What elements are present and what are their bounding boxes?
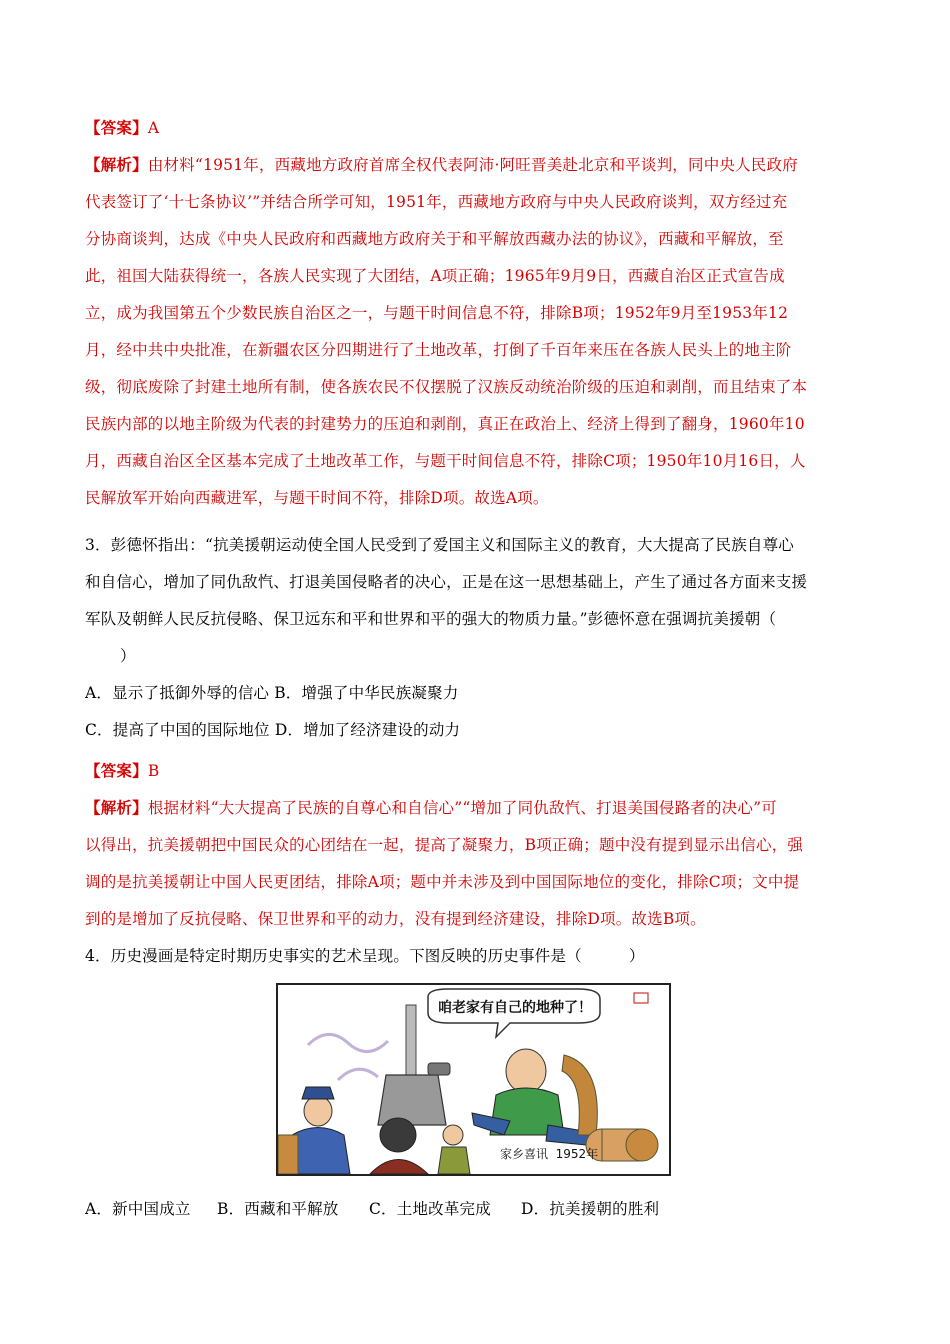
analysis-1-line: 级，彻底废除了封建土地所有制，使各族农民不仅摆脱了汉族反动统治阶级的压迫和剥削，而且结束了本 <box>85 378 808 396</box>
cartoon-speech-text: 咱老家有自己的地种了！ <box>438 1000 592 1016</box>
analysis-1-line: 月，经中共中央批准，在新疆农区分四期进行了土地改革，打倒了千百年来压在各族人民头上的地主阶 <box>85 341 792 359</box>
question-4-stem: 4．历史漫画是特定时期历史事实的艺术呈现。下图反映的历史事件是（ ） <box>85 947 645 965</box>
analysis-1-line: 民族内部的以地主阶级为代表的封建势力的压迫和剥削，真正在政治上、经济上得到了翻身，1960年10 <box>85 415 805 433</box>
analysis-3-line: 以得出，抗美援朝把中国民众的心团结在一起，提高了凝聚力，B项正确；题中没有提到显示出信心，强 <box>85 836 804 854</box>
question-3-options: C．提高了中国的国际地位 D．增加了经济建设的动力 <box>85 721 461 739</box>
option-a: A．新中国成立 <box>85 1200 191 1218</box>
answer-value: B <box>147 762 160 780</box>
analysis-label: 【解析】 <box>85 798 148 817</box>
analysis-1-line: 立，成为我国第五个少数民族自治区之一，与题干时间信息不符，排除B项；1952年9月至1953年12 <box>85 304 789 322</box>
analysis-3-line: 【解析】根据材料“大大提高了民族的自尊心和自信心”“增加了同仇敌忾、打退美国侵路者的决心”可 <box>85 798 777 817</box>
analysis-label: 【解析】 <box>85 155 148 174</box>
question-3-line: ） <box>120 647 136 665</box>
option-b: B．西藏和平解放 <box>217 1200 339 1218</box>
option-c: C．土地改革完成 <box>369 1200 491 1218</box>
analysis-1-line: 代表签订了‘十七条协议’”并结合所学可知，1951年，西藏地方政府与中央人民政府谈判，双方经过充 <box>85 193 788 211</box>
answer-label: 【答案】 <box>85 761 148 780</box>
analysis-1-line: 此，祖国大陆获得统一，各族人民实现了大团结，A项正确；1965年9月9日，西藏自治区正式宣告成 <box>85 267 785 285</box>
question-3-line: 和自信心，增加了同仇敌忾、打退美国侵略者的决心，正是在这一思想基础上，产生了通过各方面来支援 <box>85 573 808 591</box>
analysis-3-line: 到的是增加了反抗侵略、保卫世界和平的动力，没有提到经济建设，排除D项。故选B项。 <box>85 910 706 928</box>
analysis-3-line: 调的是抗美援朝让中国人民更团结，排除A项；题中并未涉及到中国国际地位的变化，排除C项；文中提 <box>85 873 800 891</box>
history-cartoon <box>276 983 671 1176</box>
analysis-1-line: 民解放军开始向西藏进军，与题干时间不符，排除D项。故选A项。 <box>85 489 549 507</box>
answer-value: A <box>147 119 160 137</box>
question-3-options: A．显示了抵御外辱的信心 B．增强了中华民族凝聚力 <box>85 684 459 702</box>
option-d: D．抗美援朝的胜利 <box>521 1200 660 1218</box>
cartoon-caption: 家乡喜讯 1952年 <box>500 1147 599 1161</box>
answer-label: 【答案】 <box>85 118 148 137</box>
answer-1 <box>85 118 159 138</box>
analysis-1-line: 月，西藏自治区全区基本完成了土地改革工作，与题干时间信息不符，排除C项；1950年10月16日，人 <box>85 452 806 470</box>
answer-3 <box>85 761 159 781</box>
analysis-1-line: 分协商谈判，达成《中央人民政府和西藏地方政府关于和平解放西藏办法的协议》，西藏和平解放，至 <box>85 230 784 248</box>
question-3-line: 3．彭德怀指出：“抗美援朝运动使全国人民受到了爱国主义和国际主义的教育，大大提高了民族自尊心 <box>85 536 794 554</box>
question-3-line: 军队及朝鲜人民反抗侵略、保卫远东和平和世界和平的强大的物质力量。”彭德怀意在强调抗美援朝（ <box>85 610 777 628</box>
analysis-1-line: 【解析】由材料“1951年，西藏地方政府首席全权代表阿沛·阿旺晋美赴北京和平谈判，同中央人民政府 <box>85 155 798 174</box>
question-4-options <box>85 1199 659 1219</box>
